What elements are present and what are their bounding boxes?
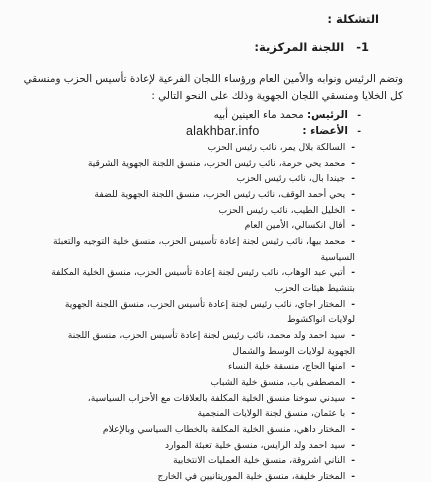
member-line: -المختار خليفة، منسق خلية الموريتانيين في الخارج [157,471,355,482]
president-value: محمد ماء العينين أبيه [213,109,304,121]
member-line: -جيندا بال، نائب رئيس الحزب [236,173,355,185]
subsection-heading [254,42,369,54]
member-line: -يحي أحمد الوقف، نائب رئيس الحزب، منسق اللجنة الجهوية للضفة [94,189,355,200]
member-line: -محمد بيها، نائب رئيس لجنة إعادة تأسيس الحزب، منسق خلية التوجيه والتعبئة [53,236,355,247]
member-line: -سيد احمد ولد الرايس، منسق خلية تعبئة الموارد [164,439,355,451]
member-line: -أفال انكسالي، الأمين العام [244,220,355,232]
intro-line-1: وتضم الرئيس ونوابه والأمين العام ورؤساء اللجان الفرعية لإعادة تأسيس الحزب ومنسقي [23,73,403,85]
member-line-cont: الجهوية لولايات الوسط والشمال [232,345,355,357]
member-line: -محمد يحي حرمة، نائب رئيس الحزب، منسق اللجنة الجهوية الشرقية [87,157,355,169]
member-line: -الناني اشروقة، منسق خلية العمليات الانتخابية [173,455,355,467]
member-line: -المصطفى باب، منسق خلية الشباب [210,377,355,388]
member-line: -با عثمان، منسق لجنة الولايات المنجمية [197,408,355,420]
member-line: -السالكة بلال يمر، نائب رئيس الحزب [207,142,355,153]
president-label: الرئيس: [307,109,348,121]
members-label: الأعضاء : [302,125,348,137]
subsection-title: اللجنة المركزية: [254,40,345,54]
watermark-text: alakhbar.info [186,124,260,138]
member-line-cont: بتنشيط هيئات الحزب [274,283,355,294]
member-line: -المختار داهي، منسق الخلية المكلفة بالخطاب السياسي وبالإعلام [102,424,355,435]
section-title: التشكلة : [327,12,379,26]
members-row [302,126,361,137]
member-line: -الخليل الطيب، نائب رئيس الحزب [218,204,355,216]
member-line-cont: لولايات انواكشوط [287,314,355,326]
member-line: -المختار اجاي، نائب رئيس لجنة إعادة تأسيس الحزب، منسق اللجنة الجهوية [64,298,355,310]
bullet-marker: - [357,111,361,121]
subsection-number: 1- [356,40,369,54]
member-line: -سيدني سوخنا منسق الخلية المكلفة بالعلاقات مع الأحزاب السياسية، [87,392,355,404]
bullet-marker: - [357,127,361,137]
member-line: -أتبي عبد الوهاب، نائب رئيس لجنة إعادة تأسيس الحزب، منسق الخلية المكلفة [51,267,355,279]
member-line-cont: السياسية [320,251,355,263]
intro-line-2: كل الخلايا ومنسقي اللجان الجهوية وذلك على النحو التالي : [151,90,403,102]
member-line: -سيد احمد ولد محمد، نائب رئيس لجنة إعادة تأسيس الحزب، منسق اللجنة [67,330,355,341]
president-row [214,110,361,121]
member-line: -امنها الحاج، منسقة خلية النساء [227,361,355,373]
